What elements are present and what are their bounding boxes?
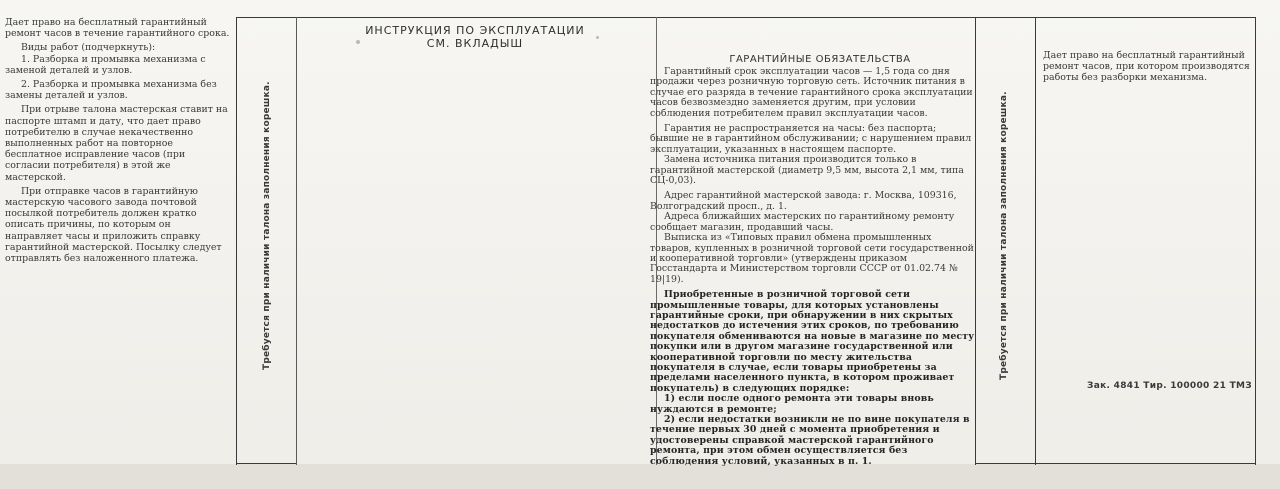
warranty-paragraph: 1) если после одного ремонта эти товары вновь нуждаются в ремонте; <box>650 393 934 415</box>
coupon-paragraph: Виды работ (подчеркнуть): <box>21 42 156 54</box>
fold-line-1 <box>236 17 237 465</box>
top-border <box>236 17 1255 18</box>
fold-line-4 <box>975 17 976 465</box>
stub-label-left: Требуется при наличии талона заполнения корешка. <box>262 81 272 370</box>
warranty-paragraph: 2) если недостатки возникли не по вине покупателя в течение первых 30 дней с момента приобретения и удостоверены справкой мастерской гарантийного ремонта, при этом обмен осуществляется без соблюдения условий, указанных в п. 1. <box>650 414 970 467</box>
warranty-text <box>650 67 975 467</box>
warranty-paragraph: Гарантия не распространяется на часы: без паспорта; бывшие не в гарантийном обслуживании; с нарушением правил эксплуатации, указанных в настоящем паспорте. <box>650 123 972 155</box>
left-coupon-text <box>5 17 230 264</box>
warranty-paragraph: Замена источника питания производится только в гарантийной мастерской (диаметр 9,5 мм, высота 2,1 мм, типа СЦ-0,03). <box>650 154 964 187</box>
coupon-paragraph: 2. Разборка и промывка механизма без замены деталей и узлов. <box>5 79 217 102</box>
paper-shadow <box>0 464 1280 489</box>
warranty-paragraph: Приобретенные в розничной торговой сети промышленные товары, для которых установлены гарантийные сроки, при обнаружении в них скрытых недостатков до истечения этих сроков, по требованию покупателя обмениваются на новые в магазине по месту покупки или в другом магазине государственной или кооперативной торговли по месту жительства покупателя в случае, если товары приобретены за пределами населенного пункта, в котором проживает покупатель) в следующих порядке: <box>650 289 975 394</box>
warranty-paragraph: Выписка из «Типовых правил обмена промышленных товаров, купленных в розничной торговой сети государственной и кооперативной торговли» (утверждены приказом Госстандарта и Министерством торговли СССР от 01.02.74 № 19|19). <box>650 232 974 285</box>
instructions-line: СМ. ВКЛАДЫШ <box>426 37 524 50</box>
right-coupon-text: Дает право на бесплатный гарантийный ремонт часов, при котором производятся работы без разборки механизма. <box>1043 50 1250 83</box>
coupon-paragraph: 1. Разборка и промывка механизма с заменой деталей и узлов. <box>5 53 206 76</box>
warranty-paragraph: Адрес гарантийной мастерской завода: г. Москва, 109316, Волгоградский просп., д. 1. <box>650 190 957 212</box>
coupon-paragraph: При отрыве талона мастерская ставит на паспорте штамп и дату, что дает право потребителю в случае некачественно выполненных работ на повторное бесплатное исправление часов (при согласии потребителя) в этой же мастерской. <box>5 104 228 183</box>
instructions-heading <box>335 24 615 50</box>
bottom-border-right <box>975 463 1256 464</box>
right-border <box>1255 17 1256 465</box>
warranty-paragraph: Адреса ближайших мастерских по гарантийному ремонту сообщает магазин, продавший часы. <box>650 211 955 233</box>
warranty-title: ГАРАНТИЙНЫЕ ОБЯЗАТЕЛЬСТВА <box>729 54 911 65</box>
stub-label-right: Требуется при наличии талона заполнения корешка. <box>999 91 1009 380</box>
fold-line-2 <box>296 17 297 465</box>
warranty-paragraph: Гарантийный срок эксплуатации часов — 1,5 года со дня продажи через розничную торговую сеть. Источник питания в случае его разряда в течение гарантийного срока эксплуатации часов безвозмездно заменяется другим, при условии соблюдения потребителем правил эксплуатации часов. <box>650 66 973 119</box>
coupon-paragraph: Дает право на бесплатный гарантийный ремонт часов в течение гарантийного срока. <box>5 17 230 40</box>
fold-line-5 <box>1035 17 1036 465</box>
print-code: Зак. 4841 Тир. 100000 21 ТМЗ <box>1087 381 1253 391</box>
bottom-border-left <box>236 463 296 464</box>
instructions-line: ИНСТРУКЦИЯ ПО ЭКСПЛУАТАЦИИ <box>365 24 585 37</box>
coupon-paragraph: При отправке часов в гарантийную мастерскую часового завода почтовой посылкой потребитель должен кратко описать причины, по которым он направляет часы и приложить справку гарантийной мастерской. Посылку следует отправлять без наложенного платежа. <box>5 185 222 265</box>
